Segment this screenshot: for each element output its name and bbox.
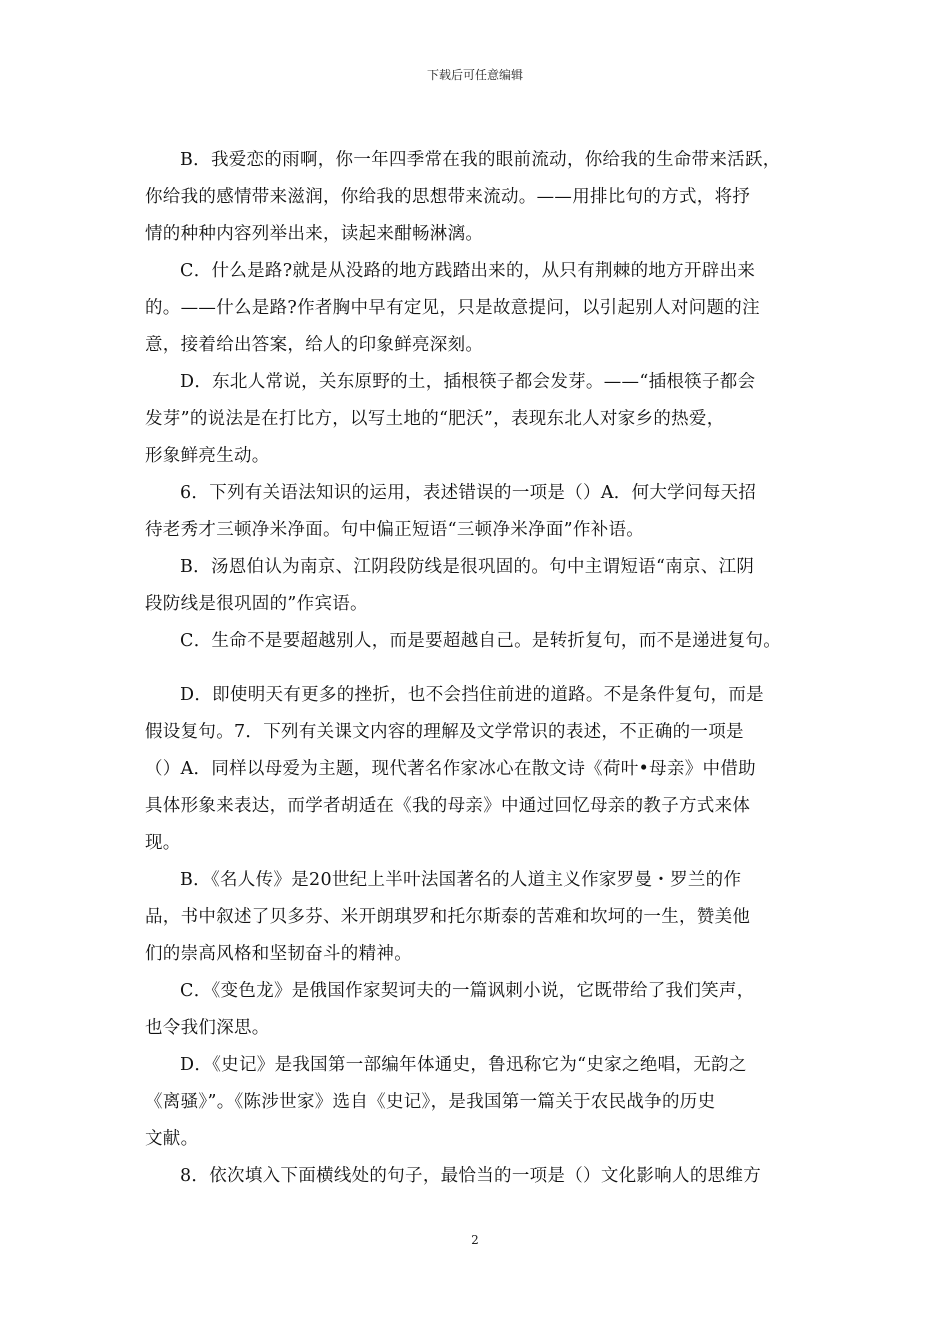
text-line: 你给我的感情带来滋润，你给我的思想带来流动。——用排比句的方式，将抒	[145, 187, 751, 207]
page-number: 2	[471, 1233, 479, 1247]
text-line: 的。——什么是路?作者胸中早有定见，只是故意提问，以引起别人对问题的注	[145, 298, 760, 318]
text-line: 品，书中叙述了贝多芬、米开朗琪罗和托尔斯泰的苦难和坎坷的一生，赞美他	[145, 907, 751, 927]
text-line: 具体形象来表达，而学者胡适在《我的母亲》中通过回忆母亲的教子方式来体	[145, 796, 751, 816]
paragraph-gap	[145, 660, 820, 677]
text-line: B．我爱恋的雨啊，你一年四季常在我的眼前流动，你给我的生命带来活跃，	[180, 150, 781, 170]
text-line: 们的崇高风格和坚韧奋斗的精神。	[145, 944, 412, 964]
text-line: D．即使明天有更多的挫折，也不会挡住前进的道路。不是条件复句，而是	[180, 685, 764, 705]
text-line: 段防线是很巩固的”作宾语。	[145, 594, 368, 614]
text-line: 待老秀才三顿净米净面。句中偏正短语“三顿净米净面”作补语。	[145, 520, 645, 540]
text-line: D．《史记》是我国第一部编年体通史，鲁迅称它为“史家之绝唱，无韵之	[180, 1055, 747, 1075]
document-body	[145, 142, 820, 1195]
text-line: 发芽”的说法是在打比方，以写土地的“肥沃”，表现东北人对家乡的热爱，	[145, 409, 725, 429]
text-line: （）A．同样以母爱为主题，现代著名作家冰心在散文诗《荷叶•母亲》中借助	[145, 759, 756, 779]
text-line: 现。	[145, 833, 181, 853]
text-line: D．东北人常说，关东原野的土，插根筷子都会发芽。——“插根筷子都会	[180, 372, 756, 392]
text-line: 假设复句。7．下列有关课文内容的理解及文学常识的表述，不正确的一项是	[145, 722, 744, 742]
text-line: B．《名人传》是20世纪上半叶法国著名的人道主义作家罗曼・罗兰的作	[180, 870, 742, 890]
text-line: 8．依次填入下面横线处的句子，最恰当的一项是（）文化影响人的思维方	[180, 1166, 762, 1186]
text-line: 《离骚》”。《陈涉世家》选自《史记》，是我国第一篇关于农民战争的历史	[145, 1092, 716, 1112]
text-line: 情的种种内容列举出来，读起来酣畅淋漓。	[145, 224, 484, 244]
text-line: 形象鲜亮生动。	[145, 446, 270, 466]
page-header: 下载后可任意编辑	[426, 68, 523, 82]
text-line: C．什么是路?就是从没路的地方践踏出来的，从只有荆棘的地方开辟出来	[180, 261, 756, 281]
text-line: C．《变色龙》是俄国作家契诃夫的一篇讽刺小说，它既带给了我们笑声，	[180, 981, 755, 1001]
text-line: 也令我们深思。	[145, 1018, 270, 1038]
text-line: 6．下列有关语法知识的运用，表述错误的一项是（）A．何大学问每天招	[180, 483, 757, 503]
text-line: C．生命不是要超越别人，而是要超越自己。是转折复句，而不是递进复句。	[180, 631, 782, 651]
text-line: 文献。	[145, 1129, 199, 1149]
text-line: B．汤恩伯认为南京、江阴段防线是很巩固的。句中主谓短语“南京、江阴	[180, 557, 755, 577]
text-line: 意，接着给出答案，给人的印象鲜亮深刻。	[145, 335, 484, 355]
